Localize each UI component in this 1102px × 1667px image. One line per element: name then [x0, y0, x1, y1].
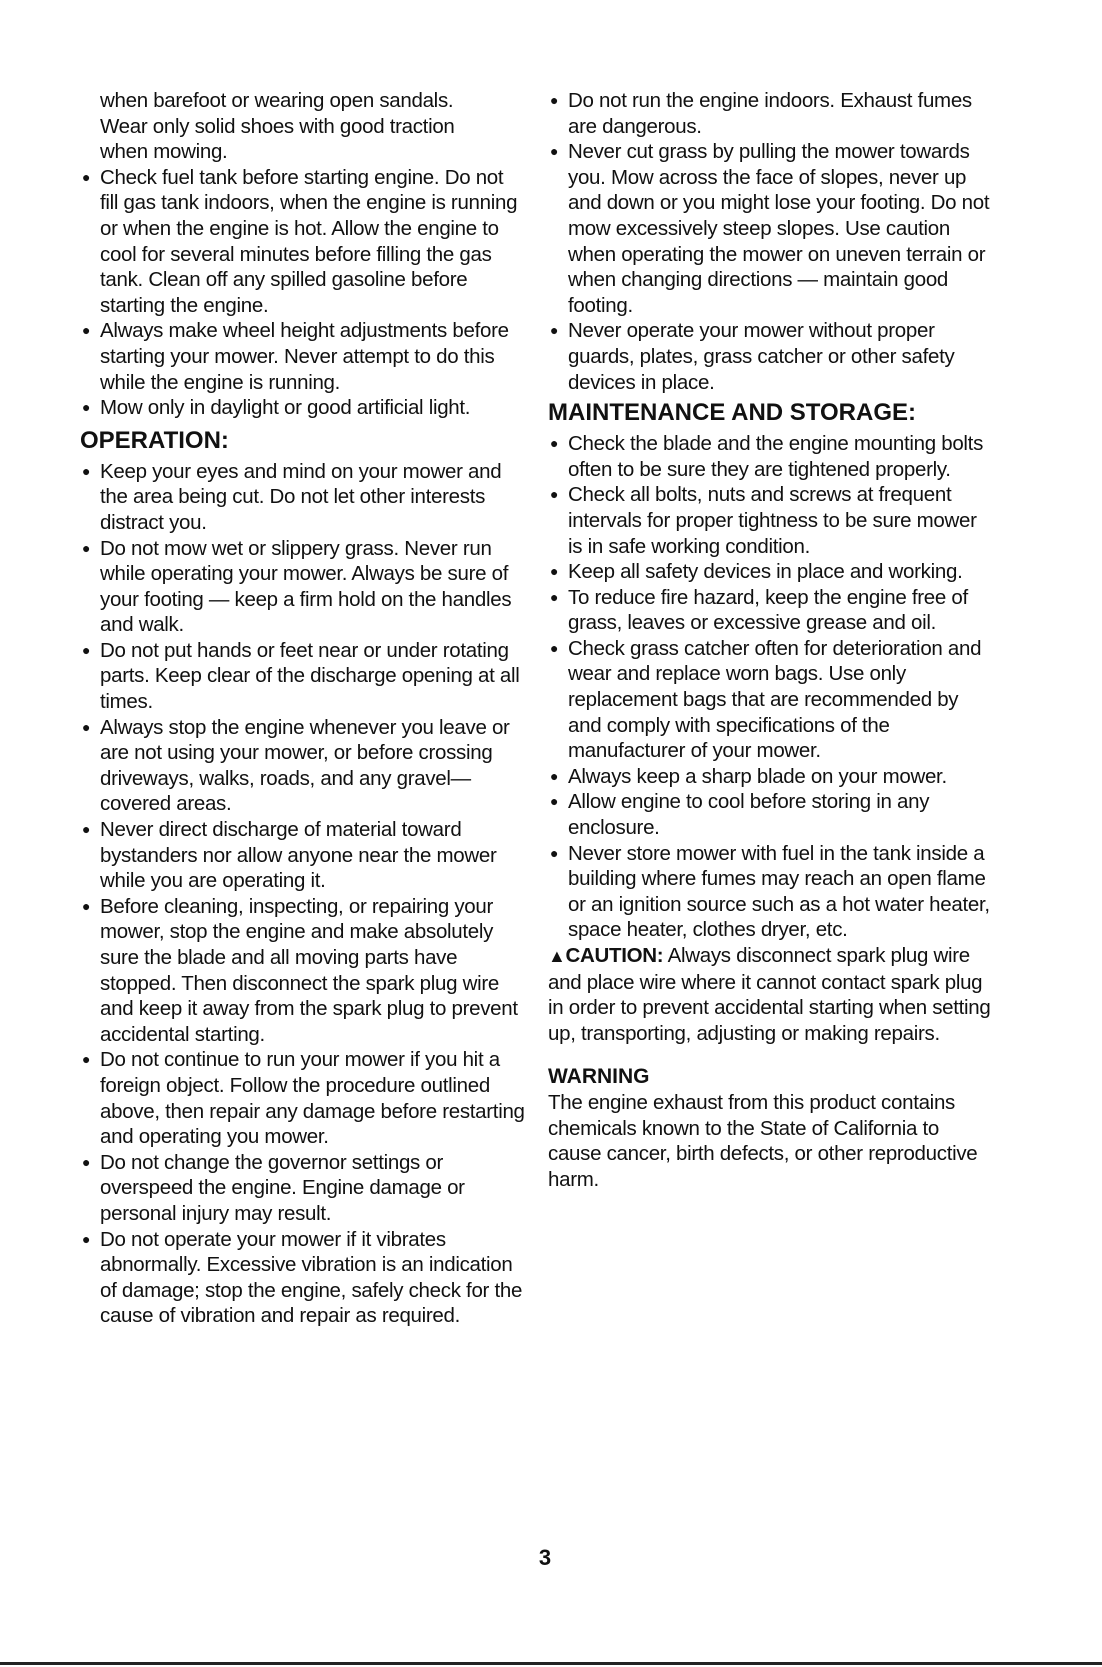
list-item: ● Do not change the governor settings or overspeed the engine. Engine damage or personal injury may result. [82, 1150, 465, 1225]
page-number: 3 [538, 1545, 552, 1570]
general-safety-list [80, 165, 526, 421]
bullet-icon: ● [550, 435, 559, 452]
list-item: ● Never direct discharge of material toward bystanders nor allow anyone near the mower while you are operating it. [82, 818, 497, 893]
list-item: ● Always keep a sharp blade on your mower. [550, 764, 947, 788]
list-item: ● Check grass catcher often for deterioration and wear and replace worn bags. Use only replacement bags that are recommended by and comply with specifications of the manufacturer of your mower. [550, 636, 982, 763]
bullet-icon: ● [550, 639, 559, 656]
bullet-icon: ● [550, 563, 559, 580]
left-column [80, 88, 526, 1329]
intro-continuation [80, 88, 526, 165]
bullet-icon: ● [550, 588, 559, 605]
bullet-icon: ● [550, 793, 559, 810]
list-item: ● Check fuel tank before starting engine. Do not fill gas tank indoors, when the engine is running or when the engine is hot. Allow the engine to cool for several minutes before filling the gas tank. Clean off any spilled gasoline before starting the engine. [82, 165, 518, 317]
warning-triangle-icon: ▲ [548, 946, 566, 966]
list-item: ● Keep your eyes and mind on your mower and the area being cut. Do not let other interests distract you. [82, 459, 502, 534]
maintenance-list [548, 431, 996, 943]
bullet-icon: ● [550, 92, 559, 108]
caution-notice [548, 943, 996, 1046]
warning-title: WARNING [548, 1065, 650, 1089]
bullet-icon: ● [82, 322, 91, 339]
list-item: ● Do not operate your mower if it vibrates abnormally. Excessive vibration is an indication of damage; stop the engine, safely check for the cause of vibration and repair as required. [82, 1227, 523, 1328]
list-item: ● Never cut grass by pulling the mower towards you. Mow across the face of slopes, never up and down or you might lose your footing. Do not mow excessively steep slopes. Use caution when operating the mower on uneven terrain or when changing directions — maintain good footing. [550, 140, 990, 317]
bullet-icon: ● [82, 897, 91, 914]
operation-list [80, 459, 526, 1329]
list-item: ● Check all bolts, nuts and screws at frequent intervals for proper tightness to be sure mower is in safe working condition. [550, 483, 977, 558]
maintenance-heading: MAINTENANCE AND STORAGE: [548, 399, 917, 427]
page-bottom-rule [0, 1662, 1102, 1665]
bullet-icon: ● [550, 486, 559, 503]
bullet-icon: ● [82, 1230, 91, 1247]
list-item: ● Do not run the engine indoors. Exhaust fumes are dangerous. [550, 89, 972, 138]
list-item: ● To reduce fire hazard, keep the engine free of grass, leaves or excessive grease and oil. [550, 585, 968, 635]
list-item: ● Never store mower with fuel in the tank inside a building where fumes may reach an open flame or an ignition source such as a hot water heater, space heater, clothes dryer, etc. [550, 841, 990, 942]
caution-label: CAUTION: [565, 944, 664, 967]
bullet-icon: ● [82, 641, 91, 658]
bullet-icon: ● [550, 143, 559, 160]
bullet-icon: ● [82, 168, 91, 185]
intro-line: when barefoot or wearing open sandals. [100, 89, 454, 112]
caution-text: Always disconnect spark plug wire and place wire where it cannot contact spark plug in order to prevent accidental starting when setting up, transporting, adjusting or making repairs. [548, 944, 991, 1045]
general-safety-list-continued [548, 88, 996, 395]
operation-heading: OPERATION: [80, 426, 229, 454]
intro-line: Wear only solid shoes with good traction [100, 114, 455, 138]
bullet-icon: ● [82, 718, 91, 735]
list-item: ● Never operate your mower without proper guards, plates, grass catcher or other safety devices in place. [550, 319, 955, 394]
bullet-icon: ● [82, 1051, 91, 1068]
list-item: ● Always make wheel height adjustments before starting your mower. Never attempt to do this while the engine is running. [82, 319, 509, 394]
list-item: ● Do not put hands or feet near or under rotating parts. Keep clear of the discharge opening at all times. [82, 638, 520, 714]
bullet-icon: ● [82, 462, 91, 479]
bullet-icon: ● [82, 1153, 91, 1170]
right-column [548, 88, 996, 1192]
list-item: ● Always stop the engine whenever you leave or are not using your mower, or before crossing driveways, walks, roads, and any gravel—covered areas. [82, 715, 510, 816]
bullet-icon: ● [550, 322, 559, 339]
intro-line: when mowing. [100, 140, 228, 164]
bullet-icon: ● [82, 399, 91, 416]
list-item: ● Check the blade and the engine mounting bolts often to be sure they are tightened properly. [550, 432, 984, 481]
bullet-icon: ● [82, 821, 91, 838]
bullet-icon: ● [550, 767, 559, 784]
bullet-icon: ● [550, 844, 559, 861]
list-item: ● Keep all safety devices in place and working. [550, 560, 963, 584]
list-item: ● Allow engine to cool before storing in any enclosure. [550, 790, 930, 840]
warning-text: The engine exhaust from this product contains chemicals known to the State of California to cause cancer, birth defects, or other reproductive harm. [548, 1090, 978, 1191]
list-item: ● Before cleaning, inspecting, or repairing your mower, stop the engine and make absolutely sure the blade and all moving parts have stopped. Then disconnect the spark plug wire and keep it away from the spark plug to prevent accidental starting. [82, 894, 518, 1046]
bullet-icon: ● [82, 539, 91, 556]
list-item: ● Do not mow wet or slippery grass. Never run while operating your mower. Always be sure of your footing — keep a firm hold on the handles and walk. [82, 536, 512, 637]
list-item: ● Mow only in daylight or good artificial light. [82, 396, 471, 420]
list-item: ● Do not continue to run your mower if you hit a foreign object. Follow the procedure outlined above, then repair any damage before restarting and operating you mower. [82, 1048, 525, 1149]
